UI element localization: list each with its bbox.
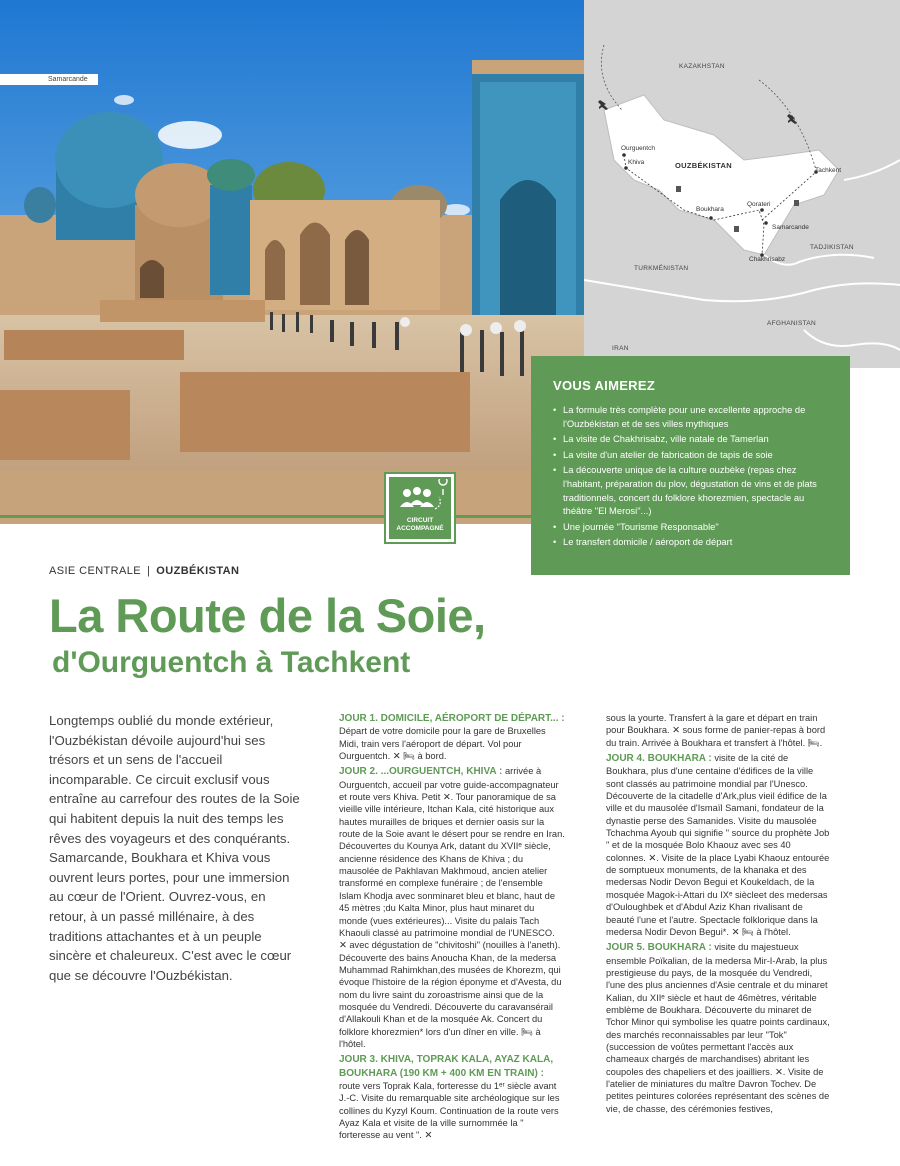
highlight-item: • La formule très complète pour une excellente approche de l'Ouzbékistan et de ses villes mythiques <box>553 403 832 430</box>
breadcrumb <box>49 565 239 577</box>
city-khiva: Khiva <box>628 159 645 166</box>
region-label: ASIE CENTRALE <box>49 565 142 577</box>
group-icon <box>391 479 453 519</box>
highlight-item: • Le transfert domicile / aéroport de départ <box>553 535 832 549</box>
breadcrumb-separator: | <box>147 565 151 577</box>
page-subtitle: d'Ourguentch à Tachkent <box>52 646 411 679</box>
label-turkmenistan: TURKMÉNISTAN <box>634 265 689 272</box>
highlight-item: • La visite de Chakhrisabz, ville natale de Tamerlan <box>553 432 832 446</box>
highlights-list <box>553 403 832 549</box>
itinerary-column-2 <box>606 712 832 1118</box>
day-5 <box>606 941 832 1115</box>
day-text: visite du majestueux ensemble Poïkalian, de la medersa Mir-I-Arab, la plus prestigieuse du pays, de la mosquée du Vendredi, l'une des plus anciennes d'Asie centrale et du minaret Kalian, du XIIᵉ siècle et haut de 46mètres, véritable emblème de Boukhara. Découverte du minaret de Tchor Minor qui symbolise les quatre points cardinaux, des marchés reconnaissables par leur "Tok" (succession de voûtes permettant l'accès aux chameaux chargés de marchandises) abritant les coupoles des chapeliers et des joailliers. ✕. Visite de l'atelier de miniatures du maître Davron Tochev. De petites peintures colorées représentant des scènes de vie, de chasse, des cérémonies festives, <box>606 942 830 1114</box>
day-text: visite de la cité de Boukhara, plus d'une centaine d'édifices de la ville sont classés au patrimoine mondial par l'Unesco. Découverte de la citadelle d'Ark,plus vieil édifice de la ville et du mausolée d'Ismaïl Samani, fondateur de la dynastie perse des Samanides. Visite du mausolée Tchachma Ayoub qui signifie " source du prophète Job " et de la mosquée Bolo Khaouz avec ses 40 colonnes. ✕. Visite de la place Lyabi Khaouz entourée de somptueux monuments, de la khanaka et des medersas Nodir Devon Begui et Koukeldach, de la mosquée Magok-i-Attari du IXᵉ siècleet des medersas d'Ouloughbek et d'Abdul Aziz Khan rivalisant de beauté l'une et l'autre. Spectacle folklorique dans la medersa Nodir Devon Begui*. ✕ 🛏 à l'hôtel. <box>606 753 830 937</box>
day-heading: JOUR 1. DOMICILE, AÉROPORT DE DÉPART... : <box>339 713 565 724</box>
route-map <box>584 0 900 368</box>
day-heading: JOUR 4. BOUKHARA : <box>606 753 712 765</box>
vous-aimerez-box <box>531 356 850 575</box>
label-uzbekistan: OUZBÉKISTAN <box>675 161 732 170</box>
day-heading: JOUR 2. ...OURGUENTCH, KHIVA : <box>339 766 503 778</box>
day-4 <box>606 752 832 938</box>
label-iran: IRAN <box>612 345 629 352</box>
day-text: Départ de votre domicile pour la gare de Bruxelles Midi, train vers l'aéroport de départ. Vol pour Ourguentch. ✕ 🛏 à bord. <box>339 726 546 762</box>
city-boukhara: Boukhara <box>696 206 724 213</box>
day-3 <box>339 1053 565 1141</box>
city-ourguentch: Ourguentch <box>621 145 655 152</box>
label-afghanistan: AFGHANISTAN <box>767 320 817 327</box>
photo-caption: Samarcande <box>0 74 98 85</box>
map-shapes <box>584 0 900 368</box>
day-3-continued <box>606 712 832 749</box>
day-heading: JOUR 5. BOUKHARA : <box>606 942 712 954</box>
highlight-item: • La visite d'un atelier de fabrication de tapis de soie <box>553 448 832 462</box>
itinerary-column-1 <box>339 712 565 1145</box>
label-tadjikistan: TADJIKISTAN <box>810 244 854 251</box>
circuit-badge <box>384 472 456 544</box>
day-2 <box>339 765 565 1050</box>
badge-text: CIRCUIT ACCOMPAGNÉ <box>396 517 444 532</box>
day-text: sous la yourte. Transfert à la gare et départ en train pour Boukhara. ✕ sous forme de panier-repas à bord du train. Arrivée à Boukhara et transfert à l'hôtel. 🛏. <box>606 713 826 748</box>
intro-paragraph: Longtemps oublié du monde extérieur, l'Ouzbékistan dévoile aujourd'hui ses trésors et un sens de l'accueil incomparable. Ce circuit exclusif vous entraîne au carrefour des routes de la Soie qui habitent depuis la nuit des temps les rêves des voyageurs et des conquérants. Samarcande, Boukhara et Khiva vous ouvrent leurs portes, pour une immersion au cœur de l'Orient. Ouvrez-vous, en retour, à un passé millénaire, à des traditions attachantes et à un peuple sincère et chaleureux. C'est avec le cœur que se découvre l'Ouzbékistan. <box>49 713 300 983</box>
city-qorateri: Qorateri <box>747 201 771 208</box>
page-title: La Route de la Soie, <box>49 589 486 642</box>
country-label: OUZBÉKISTAN <box>156 565 240 577</box>
day-1 <box>339 712 565 762</box>
day-heading: JOUR 3. KHIVA, TOPRAK KALA, AYAZ KALA, BOUKHARA (190 KM + 400 KM EN TRAIN) : <box>339 1054 554 1079</box>
city-samarcande: Samarcande <box>772 224 809 231</box>
label-kazakhstan: KAZAKHSTAN <box>679 63 725 70</box>
hero-photo <box>0 0 584 524</box>
vous-aimerez-title: VOUS AIMEREZ <box>553 378 656 393</box>
city-tachkent: Tachkent <box>815 167 842 174</box>
highlight-item: • La découverte unique de la culture ouzbèke (repas chez l'habitant, préparation du plov, dégustation de vins et de plats traditionnels, concert du folklore khorezmien, spectacle au théâtre "El Merosi"...) <box>553 463 832 517</box>
highlight-item: • Une journée "Tourisme Responsable" <box>553 520 832 534</box>
day-text: route vers Toprak Kala, forteresse du 1ᵉʳ siècle avant J.-C. Visite du remarquable site archéologique sur les collines du Kyzyl Koum. Continuation de la route vers Ayaz Kala et visite de la ville surnommée la " forteresse au vent ". ✕ <box>339 1080 560 1141</box>
day-text: arrivée à Ourguentch, accueil par votre guide-accompagnateur et route vers Khiva. Petit ✕. Tour panoramique de sa vieille ville intérieure, Itchan Kala, cité historique aux hautes murailles de briques et dernier oasis sur la route de la Soie avant le désert pour se rendre en Iran. Découvertes du Kounya Ark, datant du XVIIᵉ siècle, ancienne résidence des Khans de Khiva ; du mausolée de Pakhlavan Makhmoud, ancien atelier transformé en complexe funéraire ; de l'ensemble Islam Khodja avec sonminaret bleu et blanc, haut de 45 mètres ;du Kalta Minor, plus haut minaret du monde (vues extérieures)... Visite du palais Tach Khaouli classé au patrimoine mondial de l'UNESCO. ✕ avec dégustation de "chivitoshi" (nouilles à l'aneth). Découverte des bains Anoucha Khan, de la medersa Muhammad Rahimkhan,des musées de Khorezm, qui évoque l'histoire de la région éponyme et d'Avesta, du nom du livre saint du zoroastrisme ainsi que de la mosquée du Vendredi. Découverte du caravansérail d'Allakouli Khan et de la mosquée Ak. Concert du folklore khorezmien* lors d'un dîner en ville. 🛏 à l'hôtel. <box>339 766 565 1049</box>
city-chakhrisabz: Chakhrisabz <box>749 256 786 263</box>
